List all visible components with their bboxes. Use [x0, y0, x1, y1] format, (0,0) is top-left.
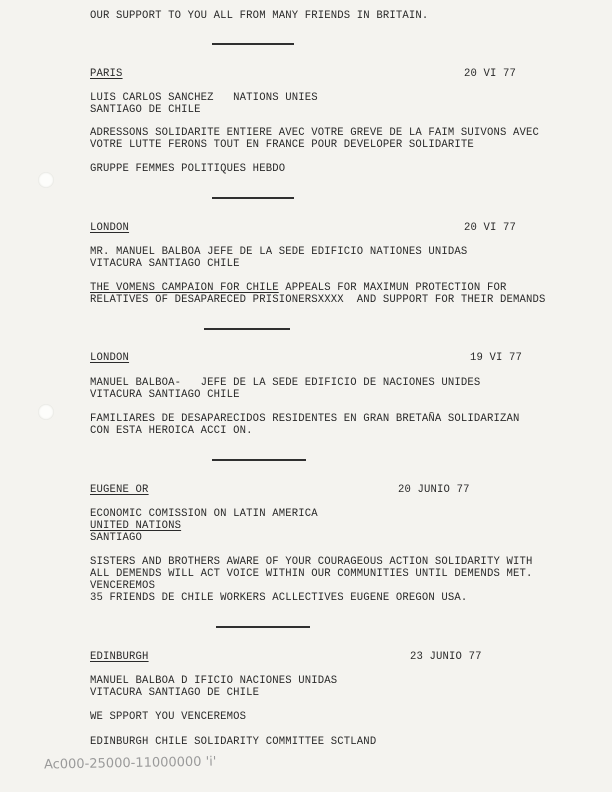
message-date: 20 VI 77 [464, 68, 517, 80]
message-address-line: UNITED NATIONS [90, 520, 182, 532]
message-place: PARIS [90, 68, 123, 80]
message-body-line: SISTERS AND BROTHERS AWARE OF YOUR COURAGEOUS ACTION SOLIDARITY WITH [90, 556, 533, 568]
punch-hole-bottom [38, 404, 54, 420]
message-date: 20 JUNIO 77 [398, 484, 470, 496]
message-address-line: MANUEL BALBOA- JEFE DE LA SEDE EDIFICIO DE NACIONES UNIDES [90, 377, 481, 389]
campaign-name: THE VOMENS CAMPAION FOR CHILE [90, 282, 279, 294]
message-body-line: VENCEREMOS [90, 580, 156, 592]
message-date: 19 VI 77 [470, 352, 523, 364]
message-body-line: FAMILIARES DE DESAPARECIDOS RESIDENTES EN GRAN BRETAÑA SOLIDARIZAN [90, 413, 520, 425]
message-body-line [90, 282, 506, 294]
punch-hole-top [38, 172, 54, 188]
message-address-line: LUIS CARLOS SANCHEZ NATIONS UNIES [90, 92, 318, 104]
message-address-line: MR. MANUEL BALBOA JEFE DE LA SEDE EDIFICIO NATIONES UNIDAS [90, 246, 468, 258]
divider [212, 43, 294, 45]
message-place: LONDON [90, 352, 130, 364]
message-body-line: CON ESTA HEROICA ACCI ON. [90, 425, 253, 437]
message-address-line: VITACURA SANTIAGO CHILE [90, 258, 240, 270]
message-signature: EDINBURGH CHILE SOLIDARITY COMMITTEE SCTLAND [90, 736, 377, 748]
message-body-line: RELATIVES OF DESAPARECED PRISIONERSXXXX AND SUPPORT FOR THEIR DEMANDS [90, 294, 546, 306]
message-place: EUGENE OR [90, 484, 149, 496]
divider [204, 328, 290, 330]
handwritten-archive-note: Ac000-25000-11000000 'i' [43, 754, 217, 773]
message-signature: GRUPPE FEMMES POLITIQUES HEBDO [90, 163, 286, 175]
message-body-line: WE SPPORT YOU VENCEREMOS [90, 711, 247, 723]
message-body-line: 35 FRIENDS DE CHILE WORKERS ACLLECTIVES EUGENE OREGON USA. [90, 592, 468, 604]
message-body-line: ADRESSONS SOLIDARITE ENTIERE AVEC VOTRE GREVE DE LA FAIM SUIVONS AVEC [90, 127, 540, 139]
message-address-line: VITACURA SANTIAGO CHILE [90, 389, 240, 401]
message-body-text: APPEALS FOR MAXIMUN PROTECTION FOR [278, 282, 507, 294]
message-date: 20 VI 77 [464, 222, 517, 234]
message-address-line: SANTIAGO [90, 532, 143, 544]
message-place: EDINBURGH [90, 651, 149, 663]
divider [212, 197, 294, 199]
message-body-line: VOTRE LUTTE FERONS TOUT EN FRANCE POUR DEVELOPER SOLIDARITE [90, 139, 474, 151]
header-line: OUR SUPPORT TO YOU ALL FROM MANY FRIENDS IN BRITAIN. [90, 10, 429, 22]
message-address-line: ECONOMIC COMISSION ON LATIN AMERICA [90, 508, 318, 520]
divider [216, 626, 310, 628]
message-place: LONDON [90, 222, 130, 234]
message-date: 23 JUNIO 77 [410, 651, 482, 663]
message-address-line: SANTIAGO DE CHILE [90, 104, 201, 116]
message-body-line: ALL DEMENDS WILL ACT VOICE WITHIN OUR COMMUNITIES UNTIL DEMENDS MET. [90, 568, 533, 580]
divider [212, 459, 306, 461]
message-address-line: MANUEL BALBOA D IFICIO NACIONES UNIDAS [90, 675, 338, 687]
message-address-line: VITACURA SANTIAGO DE CHILE [90, 687, 260, 699]
